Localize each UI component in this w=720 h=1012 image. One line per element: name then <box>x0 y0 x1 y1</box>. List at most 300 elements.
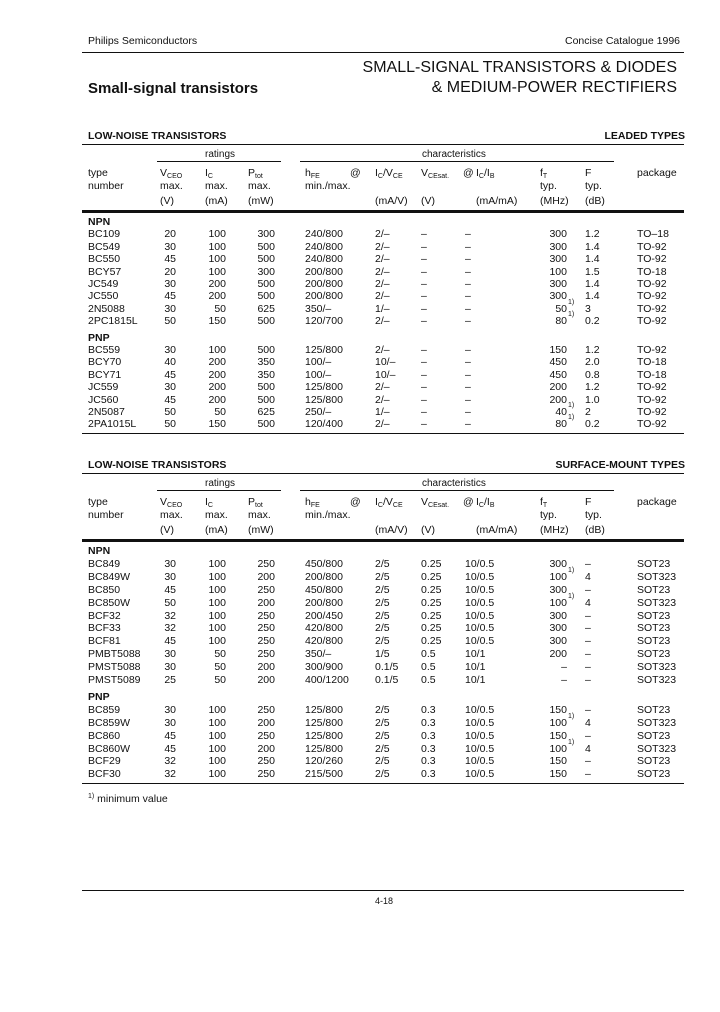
table-row <box>0 298 720 315</box>
cell: 45 <box>164 393 176 406</box>
cell: 350/– <box>305 302 332 315</box>
cell: TO-92 <box>637 240 667 253</box>
cell: 500 <box>257 315 275 328</box>
cell: 0.8 <box>585 368 600 381</box>
symbol: f <box>540 496 543 508</box>
col-unit: (MHz) <box>540 524 569 536</box>
symbol: I <box>205 167 208 179</box>
header-rule <box>82 52 684 53</box>
cell: 80 <box>555 418 567 431</box>
cell: 350/– <box>305 648 332 661</box>
cell: 100 <box>208 716 226 729</box>
cell: TO-92 <box>637 406 667 418</box>
cell: 450 <box>549 356 567 369</box>
cell: 2/5 <box>375 557 390 570</box>
slash: /V <box>382 496 393 508</box>
cell: 100 <box>208 596 226 609</box>
title-rule <box>82 144 684 145</box>
symbol: I <box>476 167 479 179</box>
cell: 0.2 <box>585 418 600 431</box>
cell: – <box>465 228 471 241</box>
cell: JC559 <box>88 381 119 394</box>
col-ft <box>540 167 547 180</box>
cell: 10/– <box>375 368 396 381</box>
cell: 200 <box>257 742 275 755</box>
cell: 125/800 <box>305 393 343 406</box>
cell: – <box>421 344 427 356</box>
slash: /I <box>483 496 490 508</box>
table-kind: SURFACE-MOUNT TYPES <box>555 459 685 471</box>
cell: 350 <box>257 356 275 369</box>
footnote-ref: 1) <box>568 402 575 409</box>
cell: 2.0 <box>585 356 600 369</box>
ratings-label: ratings <box>205 478 236 489</box>
cell: 10/0.5 <box>465 755 495 768</box>
cell: – <box>465 344 471 356</box>
cell: 2/5 <box>375 622 390 635</box>
header-rule <box>82 210 684 213</box>
cell: 10/0.5 <box>465 635 495 648</box>
characteristics-label: characteristics <box>422 478 486 489</box>
cell: 450/800 <box>305 557 343 570</box>
cell: 150 <box>208 315 226 328</box>
table-row <box>0 311 720 328</box>
cell: 2N5087 <box>88 406 125 418</box>
cell: 2/– <box>375 278 390 290</box>
cell: 200 <box>208 368 226 381</box>
cell: 200 <box>549 393 567 406</box>
cell: 500 <box>257 253 275 266</box>
cell: BC860 <box>88 729 121 742</box>
cell: 2/– <box>375 240 390 253</box>
footnote-ref: 1) <box>568 592 575 600</box>
cell: – <box>421 381 427 394</box>
cell: 200 <box>549 381 567 394</box>
cell: 2/– <box>375 315 390 328</box>
group-label: NPN <box>88 216 111 228</box>
cell: 2/5 <box>375 609 390 622</box>
cell: 400/1200 <box>305 674 349 686</box>
cell: – <box>421 228 427 241</box>
cell: BCF30 <box>88 768 121 781</box>
col-unit: (mA/V) <box>375 195 408 207</box>
cell: 300 <box>549 622 567 635</box>
cell: 125/800 <box>305 381 343 394</box>
cell: 30 <box>164 278 176 290</box>
col-unit: (dB) <box>585 195 605 207</box>
cell: BC849 <box>88 557 121 570</box>
cell: 10/1 <box>465 674 486 686</box>
col-hfe-minmax: min./max. <box>305 180 351 192</box>
symbol: V <box>421 496 429 508</box>
cell: TO-18 <box>637 368 667 381</box>
cell: 250 <box>257 622 275 635</box>
cell: 100 <box>208 609 226 622</box>
cell: 150 <box>549 755 567 768</box>
cell: 100 <box>208 228 226 241</box>
cell: 100 <box>208 635 226 648</box>
cell: 30 <box>164 240 176 253</box>
cell: 0.25 <box>421 596 442 609</box>
subscript: C <box>478 173 484 180</box>
table-row <box>0 584 720 597</box>
cell: JC560 <box>88 393 119 406</box>
cell: – <box>585 583 591 596</box>
cell: – <box>465 265 471 278</box>
ratings-label: ratings <box>205 149 236 160</box>
table-row <box>0 622 720 635</box>
cell: 300 <box>549 278 567 290</box>
cell: 10/0.5 <box>465 596 495 609</box>
cell: – <box>465 356 471 369</box>
company-name: Philips Semiconductors <box>88 35 198 47</box>
subscript: C <box>207 502 213 509</box>
cell: 10/0.5 <box>465 716 495 729</box>
col-type: type <box>88 496 108 508</box>
col-ptot <box>248 496 263 509</box>
cell: TO-92 <box>637 418 667 431</box>
cell: 1/– <box>375 302 390 315</box>
col-number: number <box>88 180 124 192</box>
cell: 200 <box>257 661 275 674</box>
cell: 32 <box>164 768 176 781</box>
cell: TO-92 <box>637 315 667 328</box>
cell: 1/– <box>375 406 390 418</box>
cell: SOT23 <box>637 703 671 716</box>
col-ic <box>205 167 213 180</box>
cell: 2N5088 <box>88 302 125 315</box>
col-ic-ib <box>476 496 495 509</box>
section-title: Small-signal transistors <box>88 80 259 97</box>
cell: – <box>585 557 591 570</box>
cell: 500 <box>257 344 275 356</box>
cell: TO-92 <box>637 253 667 266</box>
cell: 300/900 <box>305 661 343 674</box>
cell: 32 <box>164 755 176 768</box>
cell: 2/5 <box>375 716 390 729</box>
subscript: CEO <box>167 502 183 509</box>
cell: 250 <box>257 583 275 596</box>
cell: 100 <box>208 344 226 356</box>
cell: 30 <box>164 557 176 570</box>
table-row <box>0 558 720 571</box>
cell: 350 <box>257 368 275 381</box>
table-row <box>0 674 720 687</box>
cell: 3 <box>585 302 591 315</box>
cell: SOT323 <box>637 716 677 729</box>
footnote <box>88 793 168 805</box>
ratings-rule <box>157 490 281 491</box>
footnote-ref: 1) <box>568 311 575 319</box>
group-label: PNP <box>88 690 110 703</box>
table-row <box>0 738 720 756</box>
cell: 0.25 <box>421 583 442 596</box>
cell: 250 <box>257 729 275 742</box>
cell: 250 <box>257 755 275 768</box>
cell: 300 <box>549 609 567 622</box>
cell: 0.3 <box>421 729 436 742</box>
table-row <box>0 648 720 661</box>
footnote-ref: 1) <box>568 738 575 746</box>
table-row <box>0 266 720 278</box>
cell: 2/5 <box>375 583 390 596</box>
cell: BCY70 <box>88 356 122 369</box>
cell: 2/– <box>375 418 390 431</box>
cell: 30 <box>164 381 176 394</box>
cell: SOT23 <box>637 609 671 622</box>
cell: 500 <box>257 393 275 406</box>
cell: 100 <box>549 570 567 583</box>
footnote-ref: 1) <box>568 414 575 422</box>
subscript: tot <box>255 173 263 180</box>
cell: 40 <box>164 356 176 369</box>
cell: 625 <box>257 406 275 418</box>
table-row <box>0 344 720 356</box>
cell: 150 <box>549 344 567 356</box>
cell: – <box>585 622 591 635</box>
table-bottom-rule <box>82 433 684 434</box>
subscript: T <box>542 502 548 509</box>
cell: 0.25 <box>421 635 442 648</box>
cell: PMST5088 <box>88 661 141 674</box>
col-unit: (V) <box>421 195 435 207</box>
ratings-rule <box>157 161 281 162</box>
group-label: PNP <box>88 331 110 344</box>
cell: 200 <box>257 570 275 583</box>
symbol: P <box>248 167 256 179</box>
cell: – <box>421 315 427 328</box>
col-subheading: max. <box>205 509 228 521</box>
cell: BC549 <box>88 240 121 253</box>
cell: – <box>585 635 591 648</box>
footnote-ref: 1) <box>568 298 575 306</box>
cell: BC859 <box>88 703 121 716</box>
cell: SOT23 <box>637 729 671 742</box>
col-subheading: typ. <box>540 180 557 192</box>
table-row <box>0 755 720 768</box>
col-unit: (V) <box>160 195 174 207</box>
cell: TO-92 <box>637 393 667 406</box>
cell: 1.2 <box>585 381 600 394</box>
title-line-2: & MEDIUM-POWER RECTIFIERS <box>431 79 677 96</box>
cell: 45 <box>164 729 176 742</box>
cell: 4 <box>585 716 591 729</box>
footnote-ref: 1) <box>568 566 575 574</box>
cell: 100 <box>208 557 226 570</box>
table-title: LOW-NOISE TRANSISTORS <box>88 130 227 142</box>
cell: 50 <box>214 674 226 686</box>
cell: 240/800 <box>305 253 343 266</box>
cell: 1.4 <box>585 290 600 303</box>
cell: 0.1/5 <box>375 674 399 686</box>
cell: BCF29 <box>88 755 121 768</box>
subscript: CEO <box>167 173 183 180</box>
subscript: C <box>478 502 484 509</box>
cell: SOT323 <box>637 661 677 674</box>
col-subheading: max. <box>248 509 271 521</box>
group-label: NPN <box>88 545 111 557</box>
col-ic-vce <box>375 496 403 509</box>
cell: SOT323 <box>637 596 677 609</box>
cell: 2/5 <box>375 742 390 755</box>
characteristics-rule <box>300 490 614 491</box>
cell: 250 <box>257 703 275 716</box>
cell: – <box>421 356 427 369</box>
cell: 150 <box>208 418 226 431</box>
cell: TO-18 <box>637 356 667 369</box>
cell: – <box>585 703 591 716</box>
cell: 2/5 <box>375 755 390 768</box>
cell: – <box>585 768 591 781</box>
cell: 100 <box>208 729 226 742</box>
col-f: F <box>585 496 592 508</box>
cell: 30 <box>164 570 176 583</box>
cell: 200 <box>208 356 226 369</box>
cell: 80 <box>555 315 567 328</box>
table-row <box>0 381 720 393</box>
col-vcesat <box>421 496 449 509</box>
subscript: CEsat. <box>428 502 450 509</box>
cell: 0.5 <box>421 661 436 674</box>
cell: 0.25 <box>421 622 442 635</box>
cell: TO-92 <box>637 344 667 356</box>
cell: – <box>585 729 591 742</box>
cell: 150 <box>549 703 567 716</box>
cell: 2/– <box>375 228 390 241</box>
table-row <box>0 290 720 302</box>
cell: 2/– <box>375 344 390 356</box>
table-row <box>0 592 720 610</box>
cell: 50 <box>214 302 226 315</box>
cell: 300 <box>549 228 567 241</box>
col-package: package <box>637 496 677 508</box>
cell: 200 <box>257 674 275 686</box>
cell: 125/800 <box>305 729 343 742</box>
cell: 450 <box>549 368 567 381</box>
cell: 50 <box>214 648 226 661</box>
subscript: CE <box>392 173 403 180</box>
col-unit: (mA/mA) <box>476 524 518 536</box>
cell: 1.5 <box>585 265 600 278</box>
cell: 300 <box>549 557 567 570</box>
cell: 100 <box>208 583 226 596</box>
cell: – <box>465 406 471 418</box>
cell: – <box>421 393 427 406</box>
cell: 300 <box>549 253 567 266</box>
cell: BC559 <box>88 344 121 356</box>
subscript: CEsat. <box>428 173 450 180</box>
cell: 240/800 <box>305 228 343 241</box>
cell: 0.3 <box>421 716 436 729</box>
cell: 1.4 <box>585 253 600 266</box>
cell: SOT323 <box>637 742 677 755</box>
cell: – <box>465 278 471 290</box>
col-vceo <box>160 496 182 509</box>
cell: 40 <box>555 406 567 418</box>
cell: 10/– <box>375 356 396 369</box>
col-package: package <box>637 167 677 179</box>
cell: – <box>465 253 471 266</box>
cell: 240/800 <box>305 240 343 253</box>
cell: – <box>561 661 567 674</box>
symbol: V <box>421 167 429 179</box>
cell: 30 <box>164 703 176 716</box>
cell: 50 <box>214 661 226 674</box>
cell: 100 <box>208 265 226 278</box>
cell: 50 <box>164 418 176 431</box>
subscript: C <box>377 173 383 180</box>
cell: 10/0.5 <box>465 729 495 742</box>
cell: JC549 <box>88 278 119 290</box>
subscript: T <box>542 173 548 180</box>
cell: 2/5 <box>375 729 390 742</box>
col-subheading: max. <box>205 180 228 192</box>
cell: 0.25 <box>421 557 442 570</box>
cell: 100 <box>549 716 567 729</box>
cell: 2/– <box>375 393 390 406</box>
cell: SOT23 <box>637 622 671 635</box>
cell: 45 <box>164 253 176 266</box>
cell: – <box>465 302 471 315</box>
cell: – <box>421 418 427 431</box>
header-rule <box>82 539 684 542</box>
characteristics-label: characteristics <box>422 149 486 160</box>
cell: – <box>465 393 471 406</box>
cell: 100 <box>208 622 226 635</box>
cell: 250 <box>257 557 275 570</box>
cell: SOT23 <box>637 557 671 570</box>
cell: 0.3 <box>421 768 436 781</box>
col-unit: (mA) <box>205 524 228 536</box>
col-ptot <box>248 167 263 180</box>
col-ic <box>205 496 213 509</box>
cell: 100 <box>208 570 226 583</box>
cell: 200 <box>208 393 226 406</box>
cell: 100 <box>549 742 567 755</box>
cell: BC850W <box>88 596 131 609</box>
cell: 500 <box>257 290 275 303</box>
symbol: I <box>375 167 378 179</box>
col-ic-vce <box>375 167 403 180</box>
subscript: C <box>377 502 383 509</box>
cell: 2/– <box>375 381 390 394</box>
table-row <box>0 402 720 418</box>
cell: 125/800 <box>305 742 343 755</box>
cell: TO–18 <box>637 228 669 241</box>
cell: SOT323 <box>637 674 677 686</box>
cell: BC849W <box>88 570 131 583</box>
cell: 200 <box>257 716 275 729</box>
cell: 100 <box>208 742 226 755</box>
table-row <box>0 635 720 648</box>
footer-rule <box>82 890 684 891</box>
cell: – <box>585 648 591 661</box>
table-bottom-rule <box>82 783 684 784</box>
col-unit: (mA/mA) <box>476 195 518 207</box>
subscript: B <box>489 502 495 509</box>
col-subheading: max. <box>248 180 271 192</box>
footnote-mark: 1) <box>88 793 95 800</box>
table-row <box>0 566 720 584</box>
cell: 500 <box>257 418 275 431</box>
col-unit: (mA) <box>205 195 228 207</box>
subscript: FE <box>310 173 320 180</box>
subscript: CE <box>392 502 403 509</box>
cell: 200 <box>208 278 226 290</box>
cell: 4 <box>585 570 591 583</box>
col-vceo <box>160 167 182 180</box>
cell: 32 <box>164 622 176 635</box>
